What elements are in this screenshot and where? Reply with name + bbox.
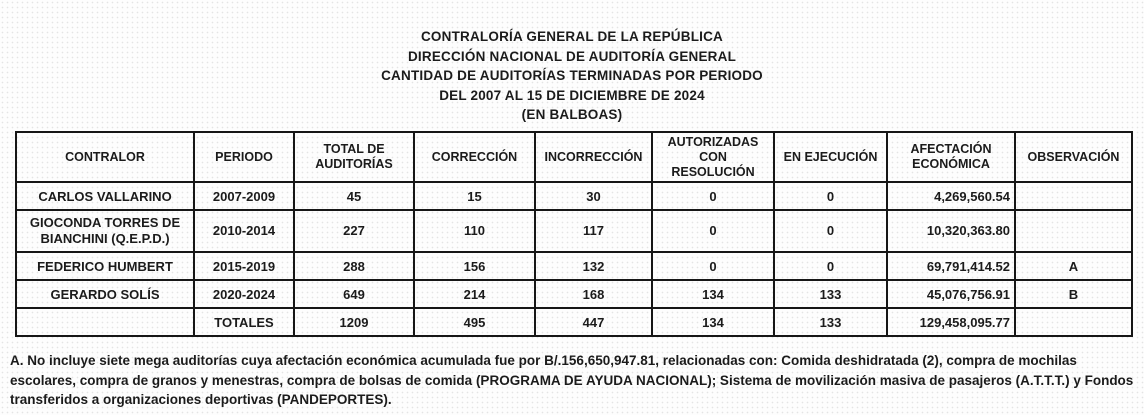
- table-row: [16, 280, 1132, 308]
- cell-autorizadas: 0: [652, 182, 774, 210]
- table-row: [16, 252, 1132, 280]
- table-totals-row: [16, 308, 1132, 336]
- cell-total-auditorias: 649: [294, 280, 414, 308]
- cell-observacion: [1015, 210, 1132, 252]
- cell-autorizadas: 0: [652, 210, 774, 252]
- cell-autorizadas: 0: [652, 252, 774, 280]
- table-row: [16, 210, 1132, 252]
- cell-correccion: 110: [414, 210, 535, 252]
- col-header-correccion: CORRECCIÓN: [414, 132, 535, 182]
- col-header-total-auditorias: TOTAL DE AUDITORÍAS: [294, 132, 414, 182]
- cell-en-ejecucion: 0: [774, 182, 887, 210]
- col-header-contralor: CONTRALOR: [16, 132, 194, 182]
- cell-periodo: 2020-2024: [194, 280, 294, 308]
- cell-incorreccion: 168: [535, 280, 652, 308]
- cell-observacion: B: [1015, 280, 1132, 308]
- cell-afectacion-economica: 10,320,363.80: [887, 210, 1015, 252]
- cell-totals-incorreccion: 447: [535, 308, 652, 336]
- cell-totals-en-ejecucion: 133: [774, 308, 887, 336]
- cell-totals-afectacion-economica: 129,458,095.77: [887, 308, 1015, 336]
- title-period: DEL 2007 AL 15 DE DICIEMBRE DE 2024: [439, 87, 705, 103]
- cell-afectacion-economica: 69,791,414.52: [887, 252, 1015, 280]
- cell-correccion: 156: [414, 252, 535, 280]
- cell-contralor: FEDERICO HUMBERT: [16, 252, 194, 280]
- cell-periodo: 2007-2009: [194, 182, 294, 210]
- cell-totals-observacion: [1015, 308, 1132, 336]
- cell-total-auditorias: 45: [294, 182, 414, 210]
- cell-correccion: 15: [414, 182, 535, 210]
- title-directorate: DIRECCIÓN NACIONAL DE AUDITORÍA GENERAL: [407, 48, 737, 64]
- col-header-periodo: PERIODO: [194, 132, 294, 182]
- cell-incorreccion: 132: [535, 252, 652, 280]
- cell-en-ejecucion: 0: [774, 252, 887, 280]
- cell-total-auditorias: 227: [294, 210, 414, 252]
- title-currency-note: (EN BALBOAS): [521, 107, 623, 122]
- table-header-row: [16, 132, 1132, 182]
- document-title-block: [0, 27, 1144, 125]
- col-header-autorizadas-con-resolucion: AUTORIZADAS CON RESOLUCIÓN: [652, 132, 774, 182]
- cell-totals-total-auditorias: 1209: [294, 308, 414, 336]
- cell-contralor: GIOCONDA TORRES DE BIANCHINI (Q.E.P.D.): [16, 210, 194, 252]
- cell-totals-empty: [16, 308, 194, 336]
- cell-incorreccion: 117: [535, 210, 652, 252]
- col-header-afectacion-economica: AFECTACIÓN ECONÓMICA: [887, 132, 1015, 182]
- col-header-en-ejecucion: EN EJECUCIÓN: [774, 132, 887, 182]
- cell-observacion: [1015, 182, 1132, 210]
- cell-correccion: 214: [414, 280, 535, 308]
- cell-periodo: 2010-2014: [194, 210, 294, 252]
- cell-observacion: A: [1015, 252, 1132, 280]
- cell-total-auditorias: 288: [294, 252, 414, 280]
- cell-en-ejecucion: 0: [774, 210, 887, 252]
- title-report-name: CANTIDAD DE AUDITORÍAS TERMINADAS POR PERIODO: [381, 68, 763, 83]
- cell-contralor: GERARDO SOLÍS: [16, 280, 194, 308]
- cell-totals-correccion: 495: [414, 308, 535, 336]
- cell-contralor: CARLOS VALLARINO: [16, 182, 194, 210]
- title-institution: CONTRALORÍA GENERAL DE LA REPÚBLICA: [420, 29, 723, 44]
- cell-incorreccion: 30: [535, 182, 652, 210]
- audits-by-period-table: [15, 131, 1133, 337]
- cell-afectacion-economica: 4,269,560.54: [887, 182, 1015, 210]
- cell-en-ejecucion: 133: [774, 280, 887, 308]
- table-row: [16, 182, 1132, 210]
- cell-autorizadas: 134: [652, 280, 774, 308]
- col-header-incorreccion: INCORRECCIÓN: [535, 132, 652, 182]
- footnote-a: A. No incluye siete mega auditorías cuya afectación económica acumulada fue por B/.156,650,947.81, relacionadas con: Comida deshidratada (2), compra de mochilas escolares, compra de granos y menestras, compra de bolsas de comida (PROGRAMA DE AYUDA NACIONAL); Sistema de movilización masiva de pasajeros (A.T.T.T.) y Fondos transferidos a organizaciones deportivas (PANDEPORTES).: [10, 353, 1134, 407]
- cell-afectacion-economica: 45,076,756.91: [887, 280, 1015, 308]
- cell-totals-label: TOTALES: [194, 308, 294, 336]
- cell-periodo: 2015-2019: [194, 252, 294, 280]
- cell-totals-autorizadas: 134: [652, 308, 774, 336]
- col-header-observacion: OBSERVACIÓN: [1015, 132, 1132, 182]
